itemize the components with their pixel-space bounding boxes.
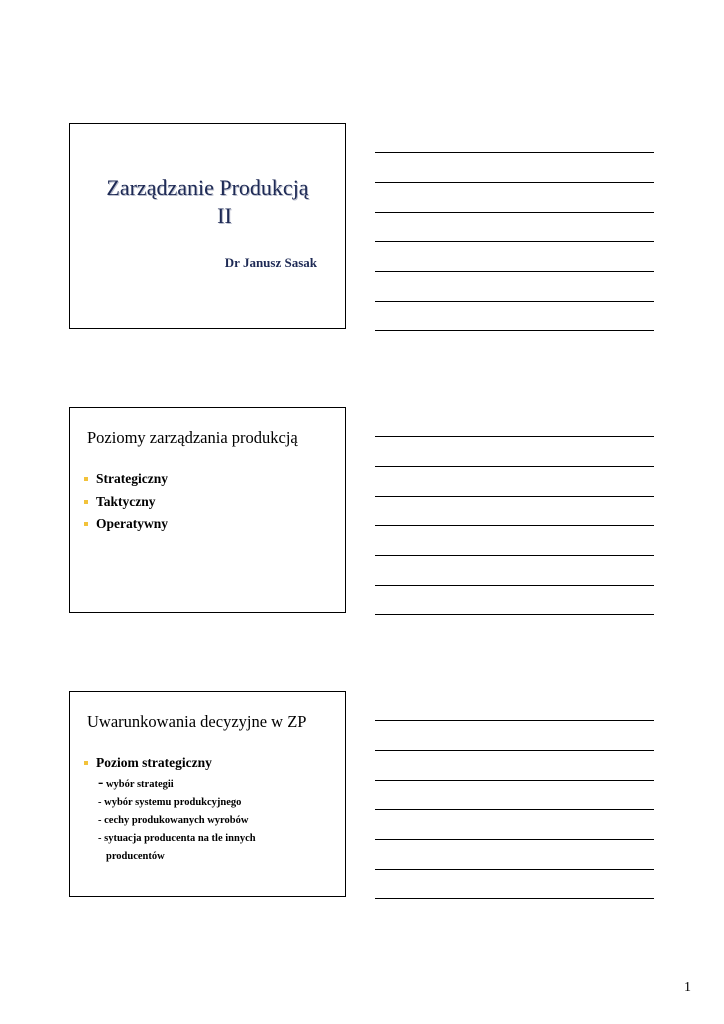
note-line [375, 555, 654, 556]
list-item-label: Poziom strategiczny [96, 755, 212, 770]
slide-conditions [69, 691, 346, 897]
sub-list [98, 774, 256, 866]
note-line [375, 271, 654, 272]
note-line [375, 466, 654, 467]
note-line [375, 496, 654, 497]
note-line [375, 152, 654, 153]
title-line-2: II [217, 203, 232, 228]
sub-item-label: wybór strategii [105, 779, 174, 790]
bullet-list [84, 752, 212, 775]
sub-item: - cechy produkowanych wyrobów [98, 815, 249, 826]
list-item-label: Taktyczny [96, 493, 156, 509]
note-line [375, 720, 654, 721]
author-name: Dr Janusz Sasak [224, 255, 317, 270]
list-item [84, 752, 212, 775]
slide-heading: Uwarunkowania decyzyjne w ZP [87, 712, 307, 731]
note-line [375, 182, 654, 183]
note-line [375, 585, 654, 586]
note-line [375, 525, 654, 526]
note-line [375, 241, 654, 242]
bullet-list [84, 468, 168, 536]
square-bullet-icon [84, 522, 88, 526]
list-item-label: Operatywny [96, 516, 168, 531]
page-number: 1 [684, 980, 691, 995]
slide-levels [69, 407, 346, 613]
square-bullet-icon [84, 477, 88, 481]
list-item [84, 491, 168, 514]
list-item [84, 513, 168, 536]
title-line-1: Zarządzanie Produkcją [106, 175, 309, 200]
note-line [375, 301, 654, 302]
note-line [375, 780, 654, 781]
note-line [375, 614, 654, 615]
square-bullet-icon [84, 500, 88, 504]
note-line [375, 869, 654, 870]
sub-item [98, 774, 256, 794]
dash: - [98, 774, 104, 791]
note-line [375, 839, 654, 840]
note-line [375, 898, 654, 899]
slide-title-heading [70, 174, 345, 230]
note-line [375, 330, 654, 331]
note-line [375, 809, 654, 810]
sub-item: producentów [106, 851, 165, 862]
note-line [375, 750, 654, 751]
note-line [375, 212, 654, 213]
note-line [375, 436, 654, 437]
slide-heading: Poziomy zarządzania produkcją [87, 428, 298, 447]
sub-item: - wybór systemu produkcyjnego [98, 797, 242, 808]
slide-title [69, 123, 346, 329]
list-item [84, 468, 168, 491]
square-bullet-icon [84, 761, 88, 765]
sub-item: - sytuacja producenta na tle innych [98, 833, 256, 844]
list-item-label: Strategiczny [96, 471, 168, 486]
